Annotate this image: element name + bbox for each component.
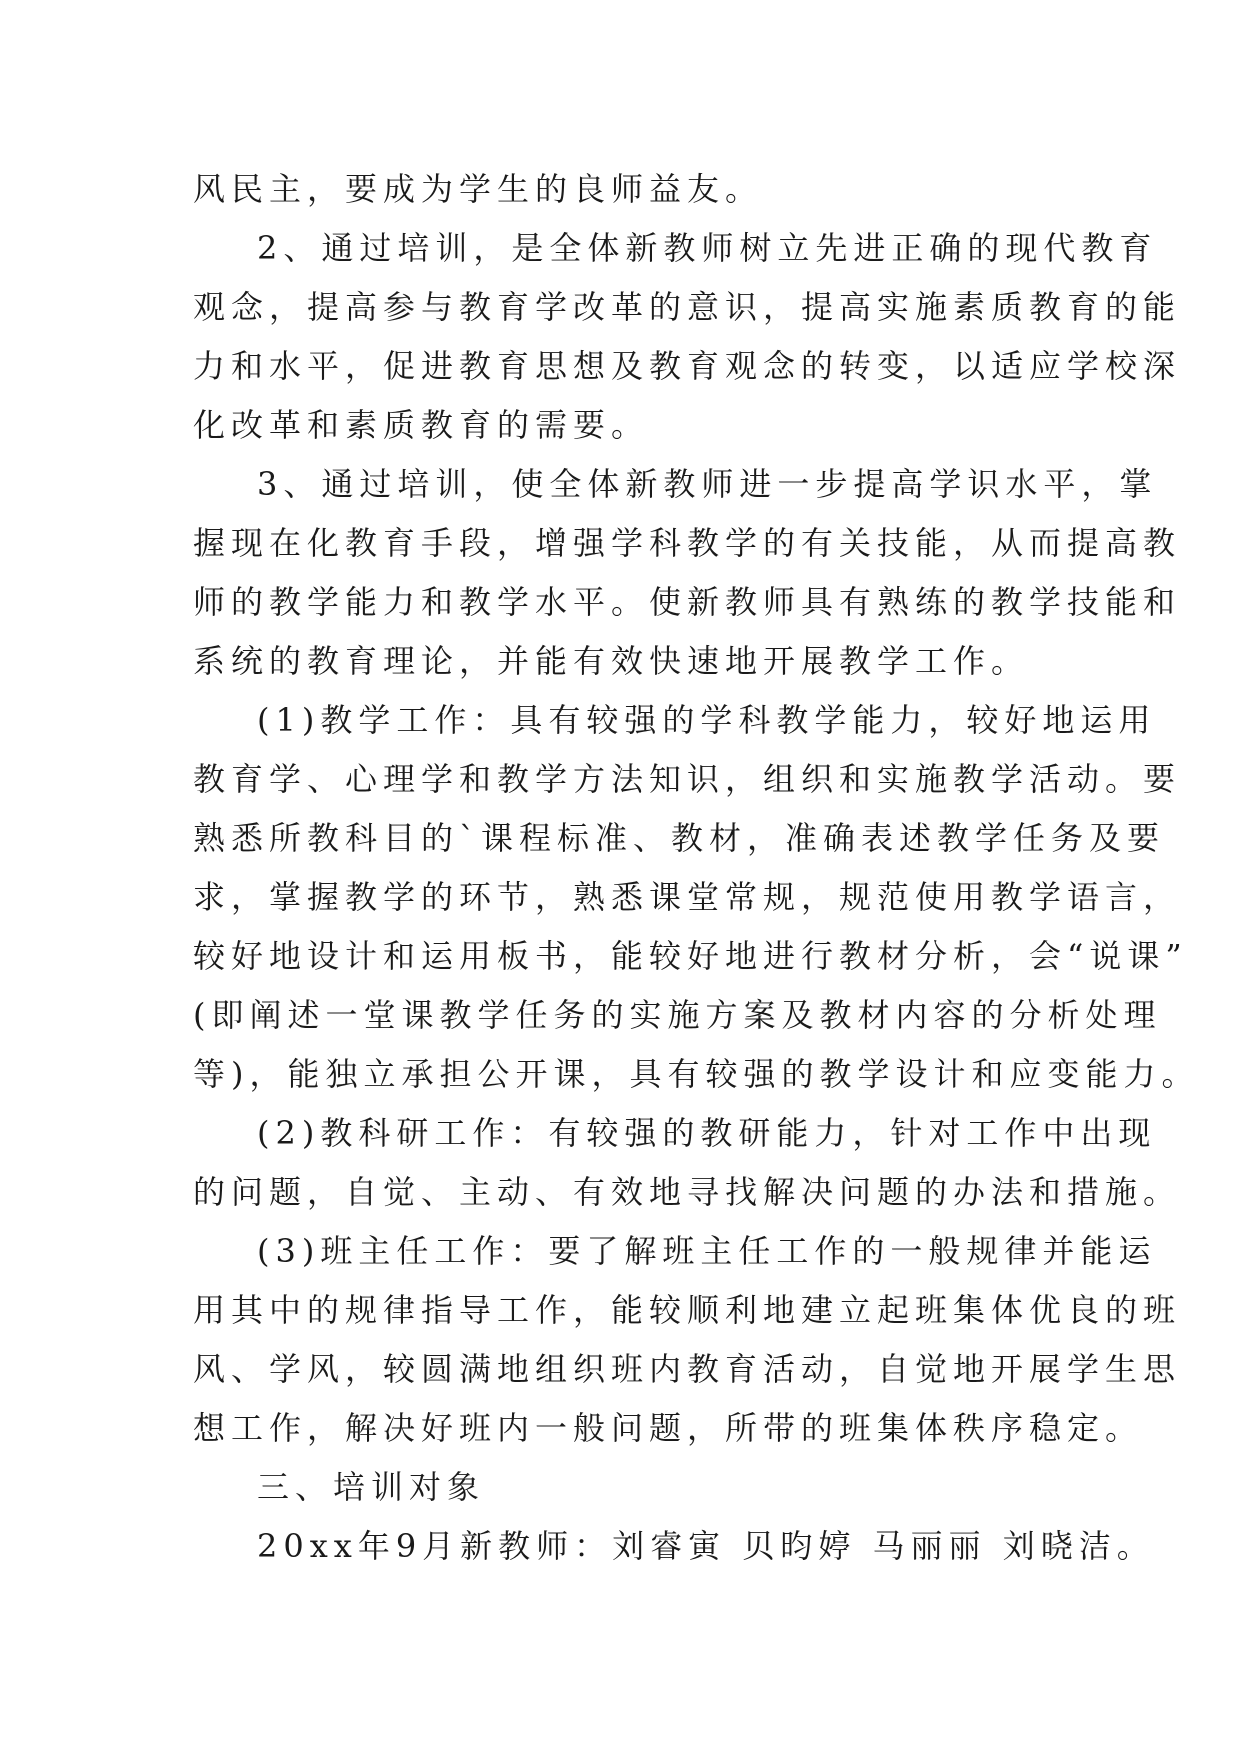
text-line: 风民主，要成为学生的良师益友。 — [193, 170, 764, 208]
text-line: 风、学风，较圆满地组织班内教育活动，自觉地开展学生思 — [193, 1350, 1182, 1388]
text-line: 较好地设计和运用板书，能较好地进行教材分析，会“说课” — [193, 937, 1188, 975]
paragraph-start-line: 2、通过培训，是全体新教师树立先进正确的现代教育 — [257, 229, 1158, 267]
text-line: 等)，能独立承担公开课，具有较强的教学设计和应变能力。 — [193, 1055, 1200, 1093]
paragraph-start-line: (1)教学工作：具有较强的学科教学能力，较好地运用 — [257, 701, 1157, 739]
text-line: 握现在化教育手段，增强学科教学的有关技能，从而提高教 — [193, 524, 1182, 562]
text-line: 观念，提高参与教育学改革的意识，提高实施素质教育的能 — [193, 288, 1182, 326]
text-line: 用其中的规律指导工作，能较顺利地建立起班集体优良的班 — [193, 1291, 1182, 1329]
text-line: 系统的教育理论，并能有效快速地开展教学工作。 — [193, 642, 1030, 680]
paragraph-start-line: (2)教科研工作：有较强的教研能力，针对工作中出现 — [257, 1114, 1157, 1152]
text-line: 熟悉所教科目的`课程标准、教材，准确表述教学任务及要 — [193, 819, 1166, 857]
document-body — [193, 160, 1200, 1576]
paragraph-start-line: 3、通过培训，使全体新教师进一步提高学识水平，掌 — [257, 465, 1158, 503]
text-line: 教育学、心理学和教学方法知识，组织和实施教学活动。要 — [193, 760, 1182, 798]
text-line: 师的教学能力和教学水平。使新教师具有熟练的教学技能和 — [193, 583, 1182, 621]
text-line: (即阐述一堂课教学任务的实施方案及教材内容的分析处理 — [193, 996, 1162, 1034]
text-line: 想工作，解决好班内一般问题，所带的班集体秩序稳定。 — [193, 1409, 1144, 1447]
paragraph-start-line: (3)班主任工作：要了解班主任工作的一般规律并能运 — [257, 1232, 1157, 1270]
text-line: 的问题，自觉、主动、有效地寻找解决问题的办法和措施。 — [193, 1173, 1182, 1211]
section-heading: 三、培训对象 — [257, 1468, 486, 1506]
text-line: 化改革和素质教育的需要。 — [193, 406, 650, 444]
paragraph-start-line: 20xx年9月新教师：刘睿寅 贝昀婷 马丽丽 刘晓洁。 — [257, 1527, 1155, 1565]
text-line: 力和水平，促进教育思想及教育观念的转变，以适应学校深 — [193, 347, 1182, 385]
text-line: 求，掌握教学的环节，熟悉课堂常规，规范使用教学语言， — [193, 878, 1182, 916]
